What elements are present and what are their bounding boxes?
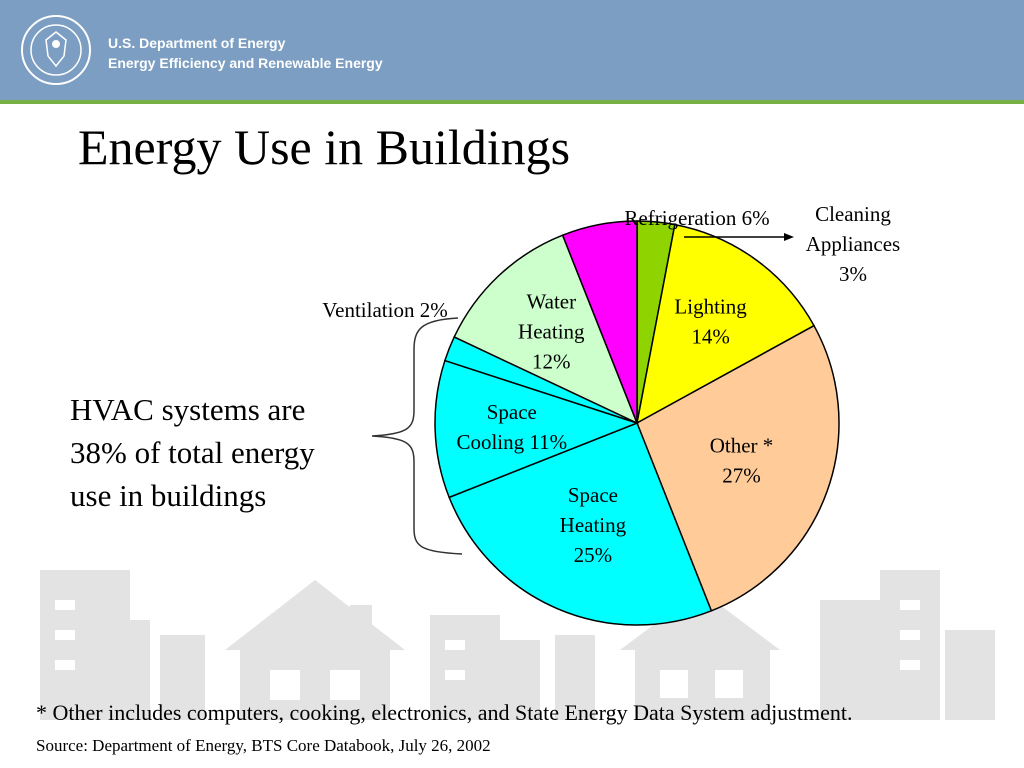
slide-title: Energy Use in Buildings [78, 119, 571, 175]
pie-slice-label-7: Refrigeration 6% [624, 206, 770, 230]
hvac-line-2: 38% of total energy [70, 435, 315, 470]
hvac-line-1: HVAC systems are [70, 392, 306, 427]
pie-slice-label-0: Cleaning Appliances 3% [805, 202, 901, 286]
pie-slice-label-5: Ventilation 2% [322, 298, 448, 322]
pie-slice-label-3: Space Heating 25% [559, 483, 627, 567]
pie-slice-label-4: Space Cooling 11% [456, 399, 568, 454]
org-subtitle: Energy Efficiency and Renewable Energy [108, 55, 383, 71]
org-name: U.S. Department of Energy [108, 35, 286, 51]
pie-slice-label-2: Other * 27% [709, 433, 774, 488]
source-note: Source: Department of Energy, BTS Core Databook, July 26, 2002 [36, 736, 491, 755]
hvac-callout [70, 388, 370, 517]
pie-slice-label-6: Water Heating 12% [518, 289, 585, 374]
footnote: * Other includes computers, cooking, electronics, and State Energy Data System adjustment. [36, 700, 853, 725]
pie-slice-label-1: Lighting 14% [674, 294, 747, 349]
hvac-line-3: use in buildings [70, 478, 267, 513]
